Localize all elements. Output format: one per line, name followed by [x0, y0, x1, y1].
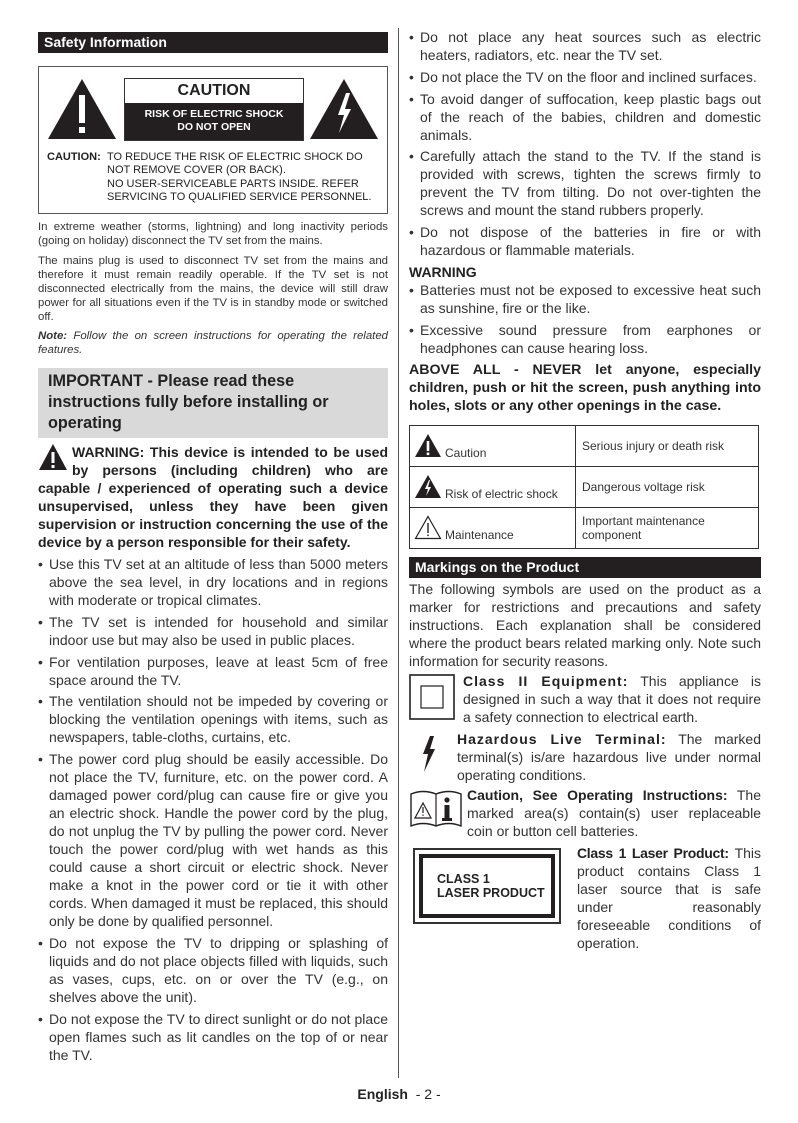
- list-item: • Use this TV set at an altitude of less than 5000 meters above the sea level, in dry locations and in regions with moderate or tropical climates.: [38, 555, 388, 609]
- list-item: • Batteries must not be exposed to excessive heat such as sunshine, fire or the like.: [409, 281, 761, 317]
- lightning-bolt-icon: [421, 736, 437, 772]
- mark-desc: The marked area(s) contain(s) user replaceable coin or button cell batteries.: [467, 786, 761, 839]
- paragraph-mains-plug: The mains plug is used to disconnect TV set from the mains and therefore it must remain readily operable. If the TV set is not disconnected electrically from the mains, the device will still draw power for all situations even if the TV is in standby mode or switched off.: [38, 255, 388, 323]
- laser-label-line2: LASER PRODUCT: [437, 885, 545, 900]
- table-row: [410, 466, 759, 507]
- table-cell-meaning: Important maintenance component: [576, 507, 759, 548]
- warning-heading: WARNING: [409, 263, 477, 280]
- warning-text: WARNING: This device is intended to be used by persons (including children) who are capable / experienced of operating such a device unsupervised, unless they have been given supervision or instruction concerning the use of the device by a person responsible for their safety.: [38, 444, 388, 550]
- caution-line: SERVICING TO QUALIFIED SERVICE PERSONNEL.: [107, 191, 372, 204]
- table-cell-meaning: Dangerous voltage risk: [576, 466, 759, 507]
- markings-intro: The following symbols are used on the product as a marker for restrictions and precautions and safety instructions. Each explanation shall be considered where the product bears related marking only. Note such information for security reasons.: [409, 580, 761, 669]
- note-text: Follow the on screen instructions for operating the related features.: [38, 330, 388, 356]
- mark-title: Class II Equipment:: [463, 672, 629, 689]
- paragraph-extreme-weather: In extreme weather (storms, lightning) and long inactivity periods (going on holiday) disconnect the TV set from the mains.: [38, 221, 388, 247]
- caution-label-box: [38, 66, 388, 214]
- list-item: • The ventilation should not be impeded by covering or blocking the ventilation openings with items, such as newspapers, table-cloths, curtains, etc.: [38, 692, 388, 746]
- mark-desc: This appliance is designed in such a way that it does not require a safety connection to electrical earth.: [463, 672, 761, 725]
- caution-triangle-icon: [414, 433, 442, 458]
- table-cell-symbol: [410, 425, 576, 466]
- list-item: • The TV set is intended for household and similar indoor use but may also be used in public places.: [38, 613, 388, 649]
- page-number: - 2 -: [415, 1086, 441, 1102]
- mark-laser-product: [409, 844, 761, 952]
- risk-symbol-table: [409, 425, 759, 549]
- caution-line: NOT REMOVE COVER (OR BACK).: [107, 164, 286, 177]
- mark-see-instructions: [409, 786, 761, 842]
- caution-line: TO REDUCE THE RISK OF ELECTRIC SHOCK DO: [107, 151, 363, 163]
- symbol-label: Maintenance: [445, 528, 514, 543]
- list-item: • Do not dispose of the batteries in fire or with hazardous or flammable materials.: [409, 223, 761, 259]
- symbol-label: Caution: [445, 446, 487, 461]
- list-item: • For ventilation purposes, leave at least 5cm of free space around the TV.: [38, 653, 388, 689]
- electric-shock-triangle-icon: [414, 474, 442, 499]
- mark-hazardous-live: [409, 730, 761, 784]
- caution-title: CAUTION: [177, 82, 251, 99]
- table-row: [410, 507, 759, 548]
- important-heading: IMPORTANT - Please read these instructions fully before installing or operating: [38, 368, 388, 438]
- table-cell-symbol: [410, 507, 576, 548]
- warning-block: [38, 443, 388, 551]
- note-paragraph: [38, 329, 388, 357]
- maintenance-triangle-icon: [414, 515, 442, 540]
- caution-center-panel: [124, 78, 304, 141]
- left-column: [38, 32, 388, 1068]
- laser-label-line1: CLASS 1: [437, 871, 490, 886]
- left-bullet-list: [38, 555, 388, 1064]
- section-title-safety: Safety Information: [38, 32, 388, 53]
- caution-text: [47, 151, 381, 205]
- list-item: • Excessive sound pressure from earphones or headphones can cause hearing loss.: [409, 321, 761, 357]
- footer-language: English: [357, 1086, 408, 1102]
- right-bullet-list: [409, 28, 761, 259]
- above-all-warning: ABOVE ALL - NEVER let anyone, especially children, push or hit the screen, push anything into holes, slots or any other openings in the case.: [409, 361, 761, 414]
- list-item: • To avoid danger of suffocation, keep plastic bags out of the reach of the babies, children and domestic animals.: [409, 90, 761, 144]
- operating-instructions-book-icon: [409, 788, 463, 828]
- table-cell-meaning: Serious injury or death risk: [576, 425, 759, 466]
- list-item: • Do not expose the TV to dripping or splashing of liquids and do not place objects filled with liquids, such as vases, cups, etc. on or over the TV (e.g., on shelves above the unit).: [38, 934, 388, 1006]
- exclamation-triangle-icon: [46, 77, 118, 141]
- column-divider: [398, 28, 399, 1078]
- table-cell-symbol: [410, 466, 576, 507]
- lightning-triangle-icon: [308, 77, 380, 141]
- mark-class-ii: [409, 672, 761, 728]
- section-title-markings: Markings on the Product: [409, 557, 761, 578]
- mark-title: Class 1 Laser Product:: [577, 844, 729, 861]
- warning-bullet-list: [409, 281, 761, 357]
- caution-text-label: CAUTION:: [47, 151, 101, 163]
- mark-title: Caution, See Operating Instructions:: [467, 786, 728, 803]
- caution-sub-line2: DO NOT OPEN: [177, 121, 251, 133]
- list-item: • Carefully attach the stand to the TV. If the stand is provided with screws, tighten the screws firmly to prevent the TV from tilting. Do not over-tighten the screws and mount the stand rubbers properly.: [409, 147, 761, 219]
- right-column: [409, 28, 761, 952]
- symbol-label: Risk of electric shock: [445, 487, 558, 502]
- caution-line: NO USER-SERVICEABLE PARTS INSIDE. REFER: [107, 177, 359, 190]
- laser-label: [413, 848, 561, 924]
- list-item: • Do not place the TV on the floor and inclined surfaces.: [409, 68, 761, 86]
- class-ii-square-icon: [409, 674, 455, 720]
- caution-sub-line1: RISK OF ELECTRIC SHOCK: [144, 108, 284, 120]
- list-item: • The power cord plug should be easily accessible. Do not place the TV, furniture, etc. on the power cord. A damaged power cord/plug can cause fire or give you an electric shock. Handle the power cord by the plug, do not unplug the TV by pulling the power cord. Never touch the power cord/plug with wet hands as this could cause a short circuit or electric shock. Never make a knot in the power cord or tie it with other cords. When damaged it must be replaced, this should only be done by qualified personnel.: [38, 750, 388, 930]
- page-footer: [0, 1086, 798, 1102]
- note-label: Note:: [38, 330, 68, 342]
- mark-title: Hazardous Live Terminal:: [457, 730, 667, 747]
- table-row: [410, 425, 759, 466]
- warning-triangle-icon: [38, 443, 68, 471]
- list-item: • Do not place any heat sources such as electric heaters, radiators, etc. near the TV set.: [409, 28, 761, 64]
- mark-desc: The marked terminal(s) is/are hazardous live under normal operating conditions.: [457, 730, 761, 783]
- mark-desc: This product contains Class 1 laser source that is safe under reasonably foreseeable conditions of operation.: [577, 844, 762, 951]
- list-item: • Do not expose the TV to direct sunlight or do not place open flames such as lit candles on the top of or near the TV.: [38, 1010, 388, 1064]
- caution-subtitle: [125, 103, 303, 140]
